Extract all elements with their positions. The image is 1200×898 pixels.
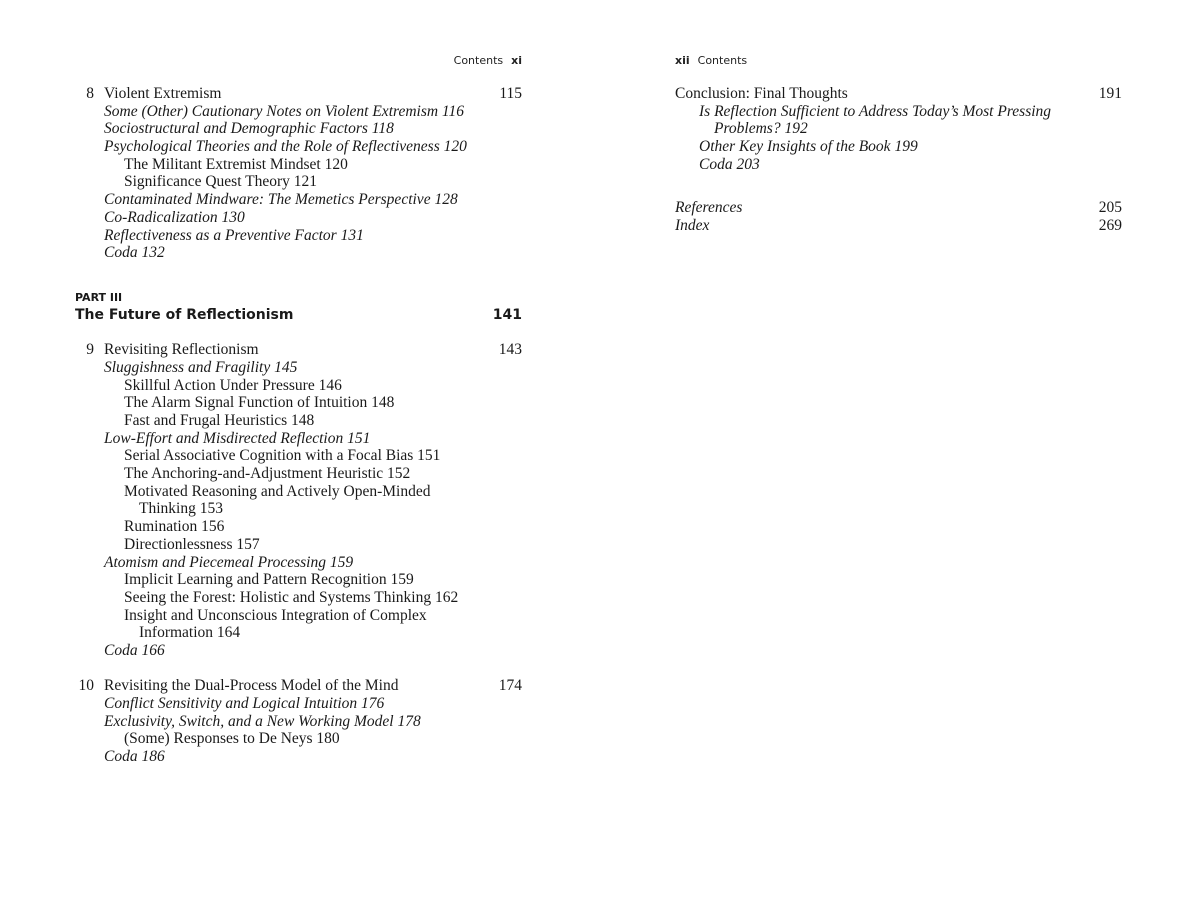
toc-entry[interactable] [75, 394, 522, 412]
toc-entry-text: Coda 132 [104, 244, 165, 262]
toc-entry-text: Serial Associative Cognition with a Focal Bias 151 [124, 447, 441, 465]
chapter-title: Revisiting Reflectionism [104, 341, 259, 359]
conclusion-heading[interactable] [675, 85, 1122, 103]
toc-entry-text: Contaminated Mindware: The Memetics Perspective 128 [104, 191, 458, 209]
toc-entry[interactable] [75, 227, 522, 245]
toc-entry[interactable] [75, 748, 522, 766]
spacer [675, 173, 1122, 191]
conclusion-title: Conclusion: Final Thoughts [675, 85, 848, 102]
toc-entry-text: Reflectiveness as a Preventive Factor 131 [104, 226, 364, 244]
toc-entry-continued[interactable] [675, 120, 1122, 138]
toc-entry-text: Rumination 156 [124, 518, 225, 536]
toc-entry-text: Implicit Learning and Pattern Recognition 159 [124, 571, 414, 589]
toc-entry[interactable] [675, 138, 1122, 156]
toc-entry-text: Some (Other) Cautionary Notes on Violent Extremism 116 [104, 102, 465, 120]
toc-entry[interactable] [75, 138, 522, 156]
toc-entry-text: Coda 203 [699, 155, 760, 173]
toc-entry[interactable] [75, 209, 522, 227]
toc-entry-text: Sluggishness and Fragility 145 [104, 358, 298, 376]
toc-entry[interactable] [75, 156, 522, 174]
toc-entry[interactable] [75, 465, 522, 483]
toc-entry[interactable] [75, 359, 522, 377]
toc-right [675, 85, 1122, 235]
chapter-title: Violent Extremism [104, 85, 222, 102]
toc-entry[interactable] [75, 571, 522, 589]
references-page: 205 [1098, 199, 1122, 217]
running-head-page-number: xi [511, 54, 522, 67]
toc-entry[interactable] [75, 447, 522, 465]
part-page: 141 [492, 306, 522, 323]
toc-entry-text: Information 164 [139, 624, 241, 642]
toc-entry-text: Co-Radicalization 130 [104, 208, 245, 226]
toc-entry-text: Thinking 153 [139, 500, 223, 518]
running-head-label: Contents [453, 54, 504, 67]
part-label: PART III [75, 290, 123, 304]
chapter-8-heading[interactable] [75, 85, 522, 103]
index-title: Index [675, 216, 710, 234]
toc-entry-text: Atomism and Piecemeal Processing 159 [104, 553, 354, 571]
toc-entry[interactable] [75, 244, 522, 262]
conclusion-page: 191 [1098, 85, 1122, 102]
toc-entry[interactable] [75, 120, 522, 138]
spacer [75, 660, 522, 678]
part-title: The Future of Reflectionism [75, 306, 294, 323]
toc-entry[interactable] [75, 377, 522, 395]
toc-entry-text: The Militant Extremist Mindset 120 [124, 155, 348, 173]
chapter-number: 10 [78, 677, 94, 695]
toc-entry[interactable] [75, 554, 522, 572]
chapter-10-heading[interactable] [75, 677, 522, 695]
toc-entry-text: Conflict Sensitivity and Logical Intuition 176 [104, 695, 385, 712]
toc-entry[interactable] [75, 173, 522, 191]
toc-entry-text: (Some) Responses to De Neys 180 [124, 730, 340, 748]
spacer [75, 324, 522, 342]
toc-entry[interactable] [75, 730, 522, 748]
right-page [600, 0, 1200, 898]
toc-entry[interactable] [75, 191, 522, 209]
chapter-number: 9 [86, 341, 94, 359]
toc-entry-text: Coda 186 [104, 748, 165, 766]
references-entry[interactable] [675, 199, 1122, 217]
part-title-row[interactable] [75, 306, 522, 324]
toc-entry-text: Skillful Action Under Pressure 146 [124, 376, 342, 394]
toc-entry-text: Significance Quest Theory 121 [124, 173, 317, 191]
toc-entry[interactable] [75, 412, 522, 430]
toc-entry[interactable] [675, 103, 1122, 121]
chapter-page: 174 [498, 677, 522, 695]
spacer [75, 262, 522, 280]
toc-entry-text: Psychological Theories and the Role of Reflectiveness 120 [104, 138, 467, 156]
toc-entry[interactable] [75, 536, 522, 554]
toc-entry-text: Insight and Unconscious Integration of Complex [124, 606, 427, 624]
toc-entry-text: Problems? 192 [714, 120, 808, 138]
running-head-left [454, 54, 522, 67]
running-head-right [675, 54, 747, 67]
toc-left [75, 85, 522, 766]
toc-entry-text: Directionlessness 157 [124, 535, 260, 553]
index-page: 269 [1098, 216, 1122, 234]
chapter-number: 8 [86, 85, 94, 102]
chapter-title: Revisiting the Dual-Process Model of the Mind [104, 677, 399, 695]
running-head-label: Contents [697, 54, 748, 67]
toc-entry-text: Is Reflection Sufficient to Address Today’s Most Pressing [699, 102, 1052, 120]
toc-entry-text: Coda 166 [104, 641, 165, 659]
toc-entry[interactable] [675, 156, 1122, 174]
chapter-9-heading[interactable] [75, 341, 522, 359]
toc-entry[interactable] [75, 518, 522, 536]
toc-entry[interactable] [75, 695, 522, 713]
toc-entry-text: Sociostructural and Demographic Factors 118 [104, 120, 394, 138]
toc-entry-text: Exclusivity, Switch, and a New Working Model 178 [104, 712, 421, 730]
toc-entry-text: Fast and Frugal Heuristics 148 [124, 412, 315, 429]
chapter-page: 143 [498, 341, 522, 359]
toc-entry-continued[interactable] [75, 500, 522, 518]
toc-entry[interactable] [75, 607, 522, 625]
spacer [675, 191, 1122, 199]
toc-entry[interactable] [75, 483, 522, 501]
toc-entry-text: Motivated Reasoning and Actively Open-Minded [124, 482, 431, 500]
toc-entry[interactable] [75, 589, 522, 607]
toc-entry-text: The Alarm Signal Function of Intuition 148 [124, 394, 395, 412]
toc-entry[interactable] [75, 430, 522, 448]
running-head-page-number: xii [675, 54, 690, 67]
index-entry[interactable] [675, 217, 1122, 235]
chapter-page: 115 [499, 85, 522, 102]
toc-entry-continued[interactable] [75, 624, 522, 642]
toc-entry[interactable] [75, 642, 522, 660]
toc-entry-text: The Anchoring-and-Adjustment Heuristic 152 [124, 465, 411, 483]
toc-entry[interactable] [75, 103, 522, 121]
toc-entry-text: Seeing the Forest: Holistic and Systems Thinking 162 [124, 588, 459, 606]
toc-entry[interactable] [75, 713, 522, 731]
toc-entry-text: Other Key Insights of the Book 199 [699, 138, 918, 156]
toc-entry-text: Low-Effort and Misdirected Reflection 151 [104, 429, 371, 447]
references-title: References [675, 199, 743, 217]
